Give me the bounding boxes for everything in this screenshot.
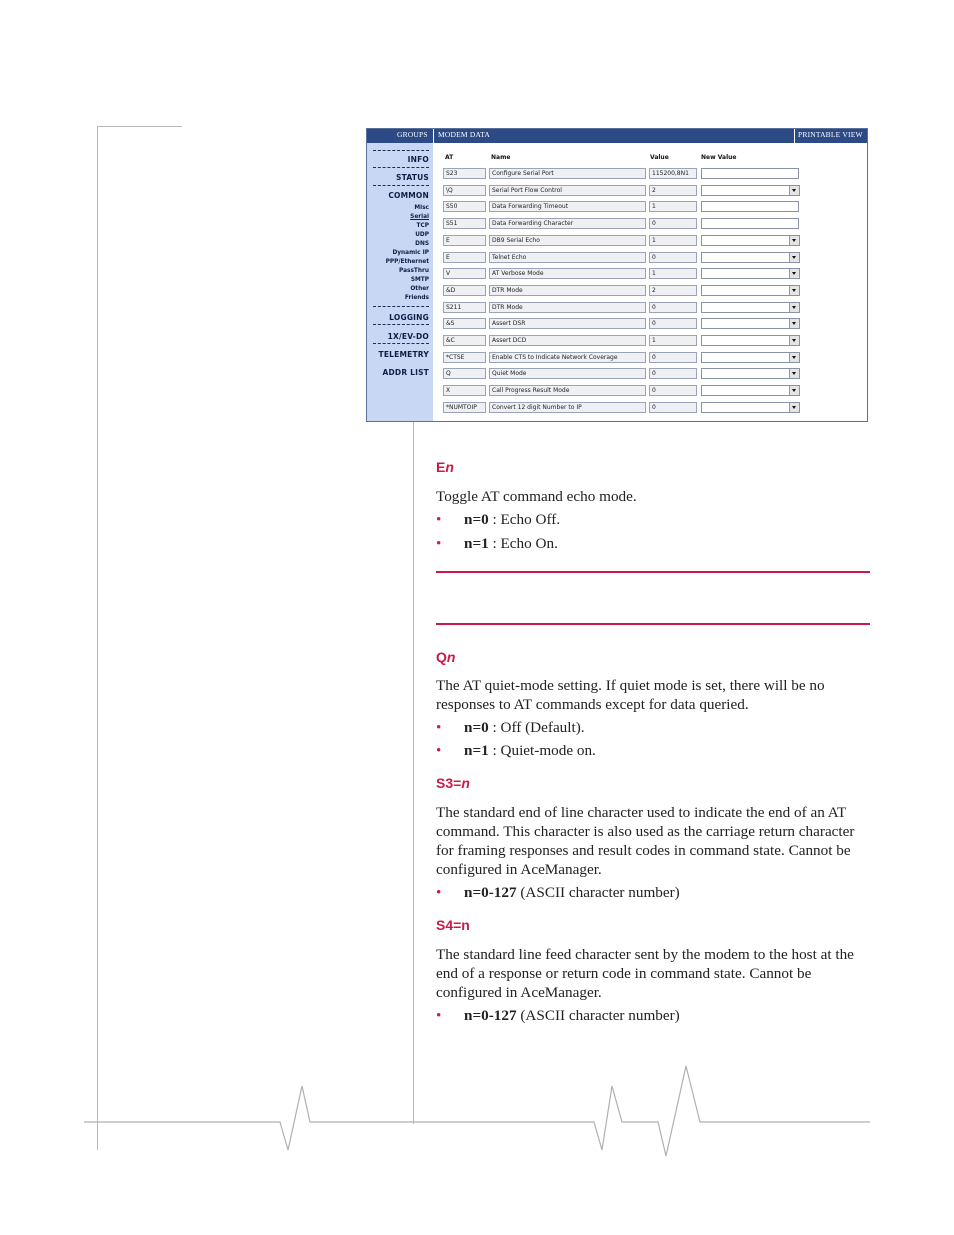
new-value-select[interactable] <box>701 235 800 246</box>
sidebar-item-smtp[interactable]: SMTP <box>410 277 429 283</box>
sidebar-item-dynamic-ip[interactable]: Dynamic IP <box>392 250 429 256</box>
new-value-select[interactable] <box>701 185 800 196</box>
col-header-at: AT <box>445 154 454 161</box>
current-value-cell: 0 <box>649 318 697 329</box>
chevron-down-icon[interactable] <box>789 269 799 278</box>
new-value-input[interactable] <box>701 218 799 229</box>
at-command-cell: &D <box>443 285 486 296</box>
current-value-cell: 1 <box>649 235 697 246</box>
sidebar-divider <box>373 324 429 325</box>
setting-name-cell: Data Forwarding Character <box>489 218 646 229</box>
sidebar-item-ppp-ethernet[interactable]: PPP/Ethernet <box>385 259 429 265</box>
current-value-cell: 1 <box>649 201 697 212</box>
column-divider-line <box>413 422 414 1124</box>
chevron-down-icon[interactable] <box>789 319 799 328</box>
chevron-down-icon[interactable] <box>789 286 799 295</box>
current-value-cell: 2 <box>649 185 697 196</box>
setting-name-cell: Call Progress Result Mode <box>489 385 646 396</box>
chevron-down-icon[interactable] <box>789 336 799 345</box>
sidebar-item-tcp[interactable]: TCP <box>416 223 429 229</box>
setting-name-cell: Data Forwarding Timeout <box>489 201 646 212</box>
sidebar-item-friends[interactable]: Friends <box>404 295 429 301</box>
sidebar-item-passthru[interactable]: PassThru <box>399 268 429 274</box>
modem-data-tab[interactable]: MODEM DATA <box>438 130 491 139</box>
s4-description: The standard line feed character sent by the modem to the host at the end of a response or return code in command state. Cannot be configured in AceManager. <box>436 946 854 1001</box>
at-command-cell: &C <box>443 335 486 346</box>
current-value-cell: 0 <box>649 368 697 379</box>
at-command-cell: Q <box>443 368 486 379</box>
sidebar-item-udp[interactable]: UDP <box>415 232 429 238</box>
new-value-select[interactable] <box>701 402 800 413</box>
col-header-value: Value <box>650 154 669 161</box>
sidebar-item-telemetry[interactable]: TELEMETRY <box>378 350 429 359</box>
setting-name-cell: Telnet Echo <box>489 252 646 263</box>
setting-name-cell: Assert DCD <box>489 335 646 346</box>
setting-name-cell: DTR Mode <box>489 285 646 296</box>
setting-name-cell: Configure Serial Port <box>489 168 646 179</box>
at-command-cell: E <box>443 252 486 263</box>
en-heading: En <box>436 459 454 475</box>
current-value-cell: 0 <box>649 302 697 313</box>
at-command-cell: V <box>443 268 486 279</box>
chevron-down-icon[interactable] <box>789 403 799 412</box>
new-value-select[interactable] <box>701 335 800 346</box>
groups-tab[interactable]: GROUPS <box>397 130 428 139</box>
col-header-name: Name <box>491 154 511 161</box>
chevron-down-icon[interactable] <box>789 253 799 262</box>
sidebar-item-serial[interactable]: Serial <box>410 214 429 220</box>
current-value-cell: 115200,8N1 <box>649 168 697 179</box>
at-command-cell: X <box>443 385 486 396</box>
sidebar-item-misc[interactable]: Misc <box>414 205 429 211</box>
left-margin-line <box>97 126 98 1150</box>
s3-heading: S3=n <box>436 775 470 791</box>
new-value-select[interactable] <box>701 368 800 379</box>
current-value-cell: 0 <box>649 352 697 363</box>
panel-header-bar <box>367 129 867 143</box>
current-value-cell: 1 <box>649 268 697 279</box>
at-command-cell: \Q <box>443 185 486 196</box>
sidebar-item-other[interactable]: Other <box>410 286 429 292</box>
setting-name-cell: Enable CTS to Indicate Network Coverage <box>489 352 646 363</box>
sidebar-item-1x-ev-do[interactable]: 1X/EV-DO <box>387 332 429 341</box>
current-value-cell: 0 <box>649 252 697 263</box>
at-command-cell: S211 <box>443 302 486 313</box>
en-description: Toggle AT command echo mode. <box>436 488 637 505</box>
sidebar-item-info[interactable]: INFO <box>407 155 429 164</box>
chevron-down-icon[interactable] <box>789 236 799 245</box>
at-command-cell: S23 <box>443 168 486 179</box>
s4-heading: S4=n <box>436 917 470 933</box>
groups-sidebar <box>367 143 433 421</box>
footer-heartbeat-line <box>84 1060 874 1165</box>
new-value-select[interactable] <box>701 352 800 363</box>
current-value-cell: 1 <box>649 335 697 346</box>
new-value-select[interactable] <box>701 285 800 296</box>
at-command-cell: &S <box>443 318 486 329</box>
qn-description: The AT quiet-mode setting. If quiet mode is set, there will be no responses to AT commands except for data queried. <box>436 677 825 713</box>
modem-data-screenshot <box>366 128 868 422</box>
new-value-select[interactable] <box>701 385 800 396</box>
sidebar-divider <box>373 167 429 168</box>
sidebar-item-common[interactable]: COMMON <box>388 191 429 200</box>
chevron-down-icon[interactable] <box>789 386 799 395</box>
s3-description: The standard end of line character used to indicate the end of an AT command. This character is also used as the carriage return character for framing responses and result codes in command state. Cannot be configured in AceManager. <box>436 804 855 878</box>
setting-name-cell: Assert DSR <box>489 318 646 329</box>
setting-name-cell: DTR Mode <box>489 302 646 313</box>
at-command-cell: *CTSE <box>443 352 486 363</box>
chevron-down-icon[interactable] <box>789 353 799 362</box>
at-command-cell: S51 <box>443 218 486 229</box>
sidebar-divider <box>373 185 429 186</box>
new-value-select[interactable] <box>701 252 800 263</box>
setting-name-cell: Convert 12 digit Number to IP <box>489 402 646 413</box>
sidebar-item-status[interactable]: STATUS <box>396 173 429 182</box>
at-command-cell: S50 <box>443 201 486 212</box>
top-margin-line <box>97 126 182 127</box>
printable-view-link[interactable]: PRINTABLE VIEW <box>798 130 863 139</box>
new-value-input[interactable] <box>701 201 799 212</box>
current-value-cell: 2 <box>649 285 697 296</box>
current-value-cell: 0 <box>649 218 697 229</box>
new-value-select[interactable] <box>701 318 800 329</box>
setting-name-cell: Serial Port Flow Control <box>489 185 646 196</box>
col-header-new-value: New Value <box>701 154 737 161</box>
setting-name-cell: DB9 Serial Echo <box>489 235 646 246</box>
setting-name-cell: Quiet Mode <box>489 368 646 379</box>
sidebar-item-dns[interactable]: DNS <box>415 241 429 247</box>
chevron-down-icon[interactable] <box>789 369 799 378</box>
qn-heading: Qn <box>436 649 456 665</box>
chevron-down-icon[interactable] <box>789 186 799 195</box>
section-rule-bottom <box>436 623 870 625</box>
section-rule-top <box>436 571 870 573</box>
setting-name-cell: AT Verbose Mode <box>489 268 646 279</box>
sidebar-divider <box>373 343 429 344</box>
current-value-cell: 0 <box>649 385 697 396</box>
chevron-down-icon[interactable] <box>789 303 799 312</box>
sidebar-item-addr-list[interactable]: ADDR LIST <box>382 368 429 377</box>
sidebar-item-logging[interactable]: LOGGING <box>389 313 429 322</box>
at-command-cell: *NUMTOIP <box>443 402 486 413</box>
sidebar-divider <box>373 306 429 307</box>
current-value-cell: 0 <box>649 402 697 413</box>
new-value-input[interactable] <box>701 168 799 179</box>
at-command-cell: E <box>443 235 486 246</box>
sidebar-divider <box>373 150 429 151</box>
new-value-select[interactable] <box>701 302 800 313</box>
new-value-select[interactable] <box>701 268 800 279</box>
